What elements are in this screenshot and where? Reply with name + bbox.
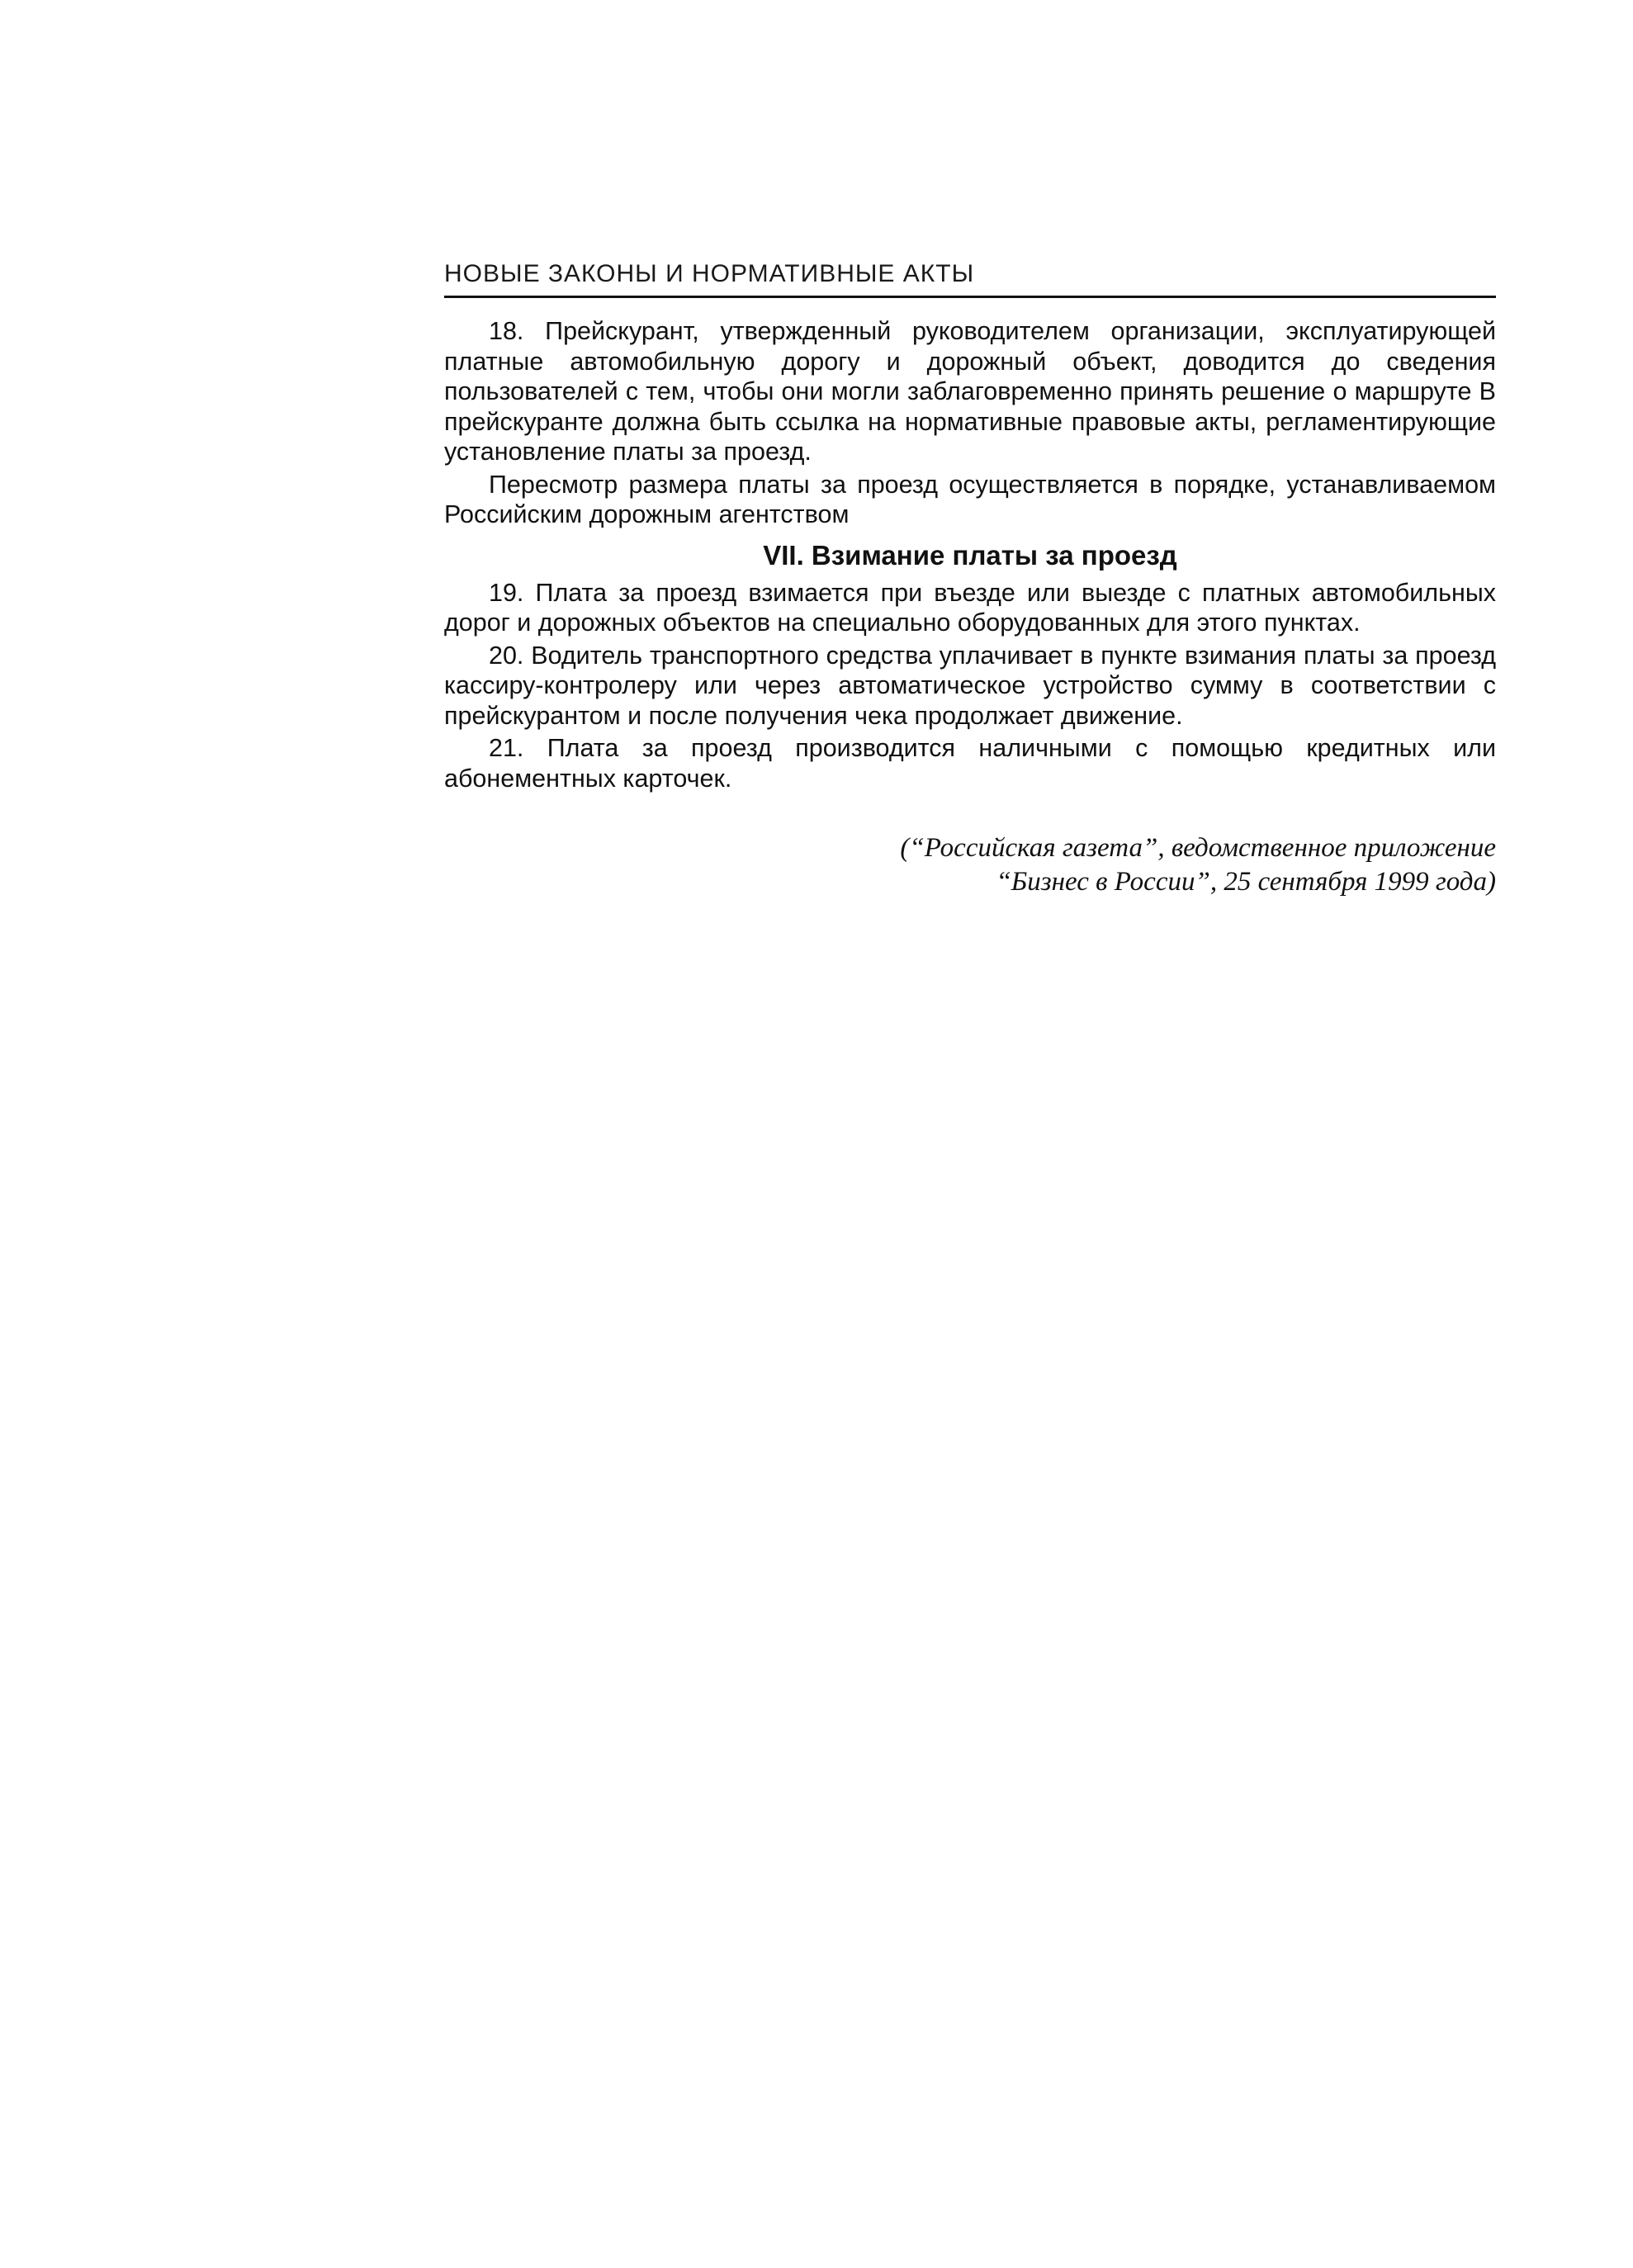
paragraph-21: 21. Плата за проезд производится наличными с помощью кредитных или абонементных карточек.: [444, 734, 1496, 793]
paragraph-revision: Пересмотр размера платы за проезд осуществляется в порядке, устанавливаемом Российским дорожным агентством: [444, 470, 1496, 528]
source-line-1: (“Российская газета”, ведомственное приложение: [900, 833, 1496, 863]
document-page: [444, 258, 1496, 899]
source-citation: [444, 831, 1496, 899]
section-heading: VII. Взимание платы за проезд: [763, 539, 1177, 571]
header-divider: [444, 296, 1496, 298]
source-line-2: “Бизнес в России”, 25 сентября 1999 года): [996, 867, 1496, 897]
paragraph-19: 19. Плата за проезд взимается при въезде или выезде с платных автомобильных дорог и дорожных объектов на специально оборудованных для этого пунктах.: [444, 578, 1496, 637]
paragraph-20: 20. Водитель транспортного средства уплачивает в пункте взимания платы за проезд кассиру-контролеру или через автоматическое устройство сумму в соответствии с прейскурантом и после получения чека продолжает движение.: [444, 641, 1496, 730]
running-header: НОВЫЕ ЗАКОНЫ И НОРМАТИВНЫЕ АКТЫ: [444, 260, 975, 287]
paragraph-18: 18. Прейскурант, утвержденный руководителем организации, эксплуатирующей платные автомобильную дорогу и дорожный объект, доводится до сведения пользователей с тем, чтобы они могли заблаговременно принять решение о маршруте В прейскуранте должна быть ссылка на нормативные правовые акты, регламентирующие установление платы за проезд.: [444, 317, 1496, 466]
